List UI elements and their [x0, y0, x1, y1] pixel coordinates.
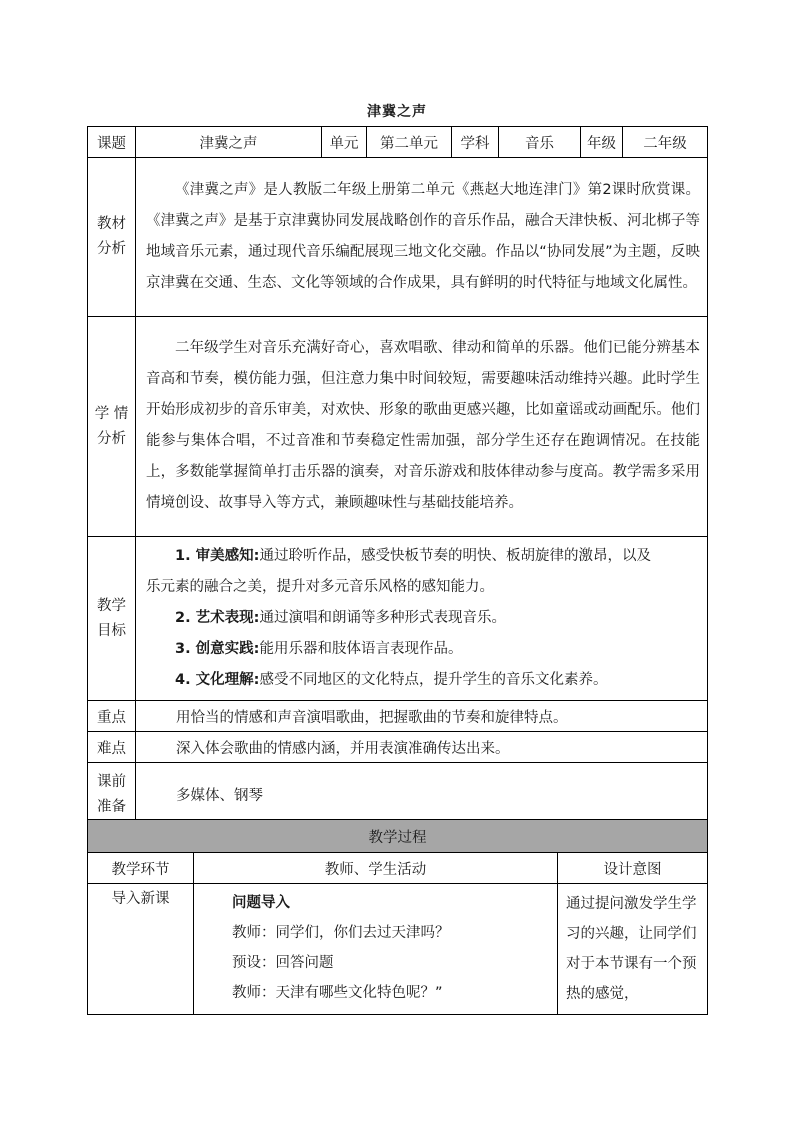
subject-label: 学科	[452, 127, 499, 158]
activity-heading: 问题导入	[232, 895, 290, 911]
subject-value: 音乐	[499, 127, 581, 158]
unit-label: 单元	[322, 127, 367, 158]
teaching-process-table	[87, 819, 708, 1015]
grade-label: 年级	[581, 127, 623, 158]
intent-cell: 通过提问激发学生学习的兴趣，让同学们对于本节课有一个预热的感觉，	[558, 884, 708, 1015]
col-intent: 设计意图	[558, 853, 708, 884]
activity-line: 教师：同学们，你们去过天津吗？	[232, 925, 450, 941]
topic-label: 课题	[88, 127, 136, 158]
goal-item: 3. 创意实践:能用乐器和肢体语言表现作品。	[175, 641, 463, 657]
prep-text: 多媒体、钢琴	[136, 763, 708, 827]
material-label: 教材 分析	[88, 158, 136, 317]
goal-item: 2. 艺术表现:通过演唱和朗诵等多种形式表现音乐。	[175, 610, 506, 626]
activity-line: 教师：天津有哪些文化特色呢？”	[232, 985, 443, 1001]
goals-label: 教学 目标	[88, 537, 136, 701]
difficulty-row	[88, 732, 708, 763]
difficulty-text: 深入体会歌曲的情感内涵，并用表演准确传达出来。	[136, 732, 708, 763]
goal-item-continued: 乐元素的融合之美，提升对多元音乐风格的感知能力。	[146, 579, 494, 595]
material-analysis: 《津冀之声》是人教版二年级上册第二单元《燕赵大地连津门》第2课时欣赏课。《津冀之声》是基于京津冀协同发展战略创作的音乐作品，融合天津快板、河北梆子等地域音乐元素，通过现代音乐编配展现三地文化交融。作品以“协同发展”为主题，反映京津冀在交通、生态、文化等领域的合作成果，具有鲜明的时代特征与地域文化属性。	[136, 158, 708, 317]
prep-label: 课前 准备	[88, 763, 136, 827]
students-row	[88, 317, 708, 537]
topic-value: 津冀之声	[136, 127, 322, 158]
activity-cell	[194, 884, 558, 1015]
process-header: 教学过程	[88, 820, 708, 853]
material-row	[88, 158, 708, 317]
key-point-row	[88, 701, 708, 732]
goal-item: 1. 审美感知:通过聆听作品，感受快板节奏的明快、板胡旋律的激昂，以及	[175, 548, 651, 564]
students-label: 学 情 分析	[88, 317, 136, 537]
unit-value: 第二单元	[367, 127, 452, 158]
col-stage: 教学环节	[88, 853, 194, 884]
table-row	[88, 884, 708, 1015]
info-row	[88, 127, 708, 158]
stage-cell: 导入新课	[88, 884, 194, 1015]
teaching-goals	[136, 537, 708, 701]
difficulty-label: 难点	[88, 732, 136, 763]
key-point-label: 重点	[88, 701, 136, 732]
student-analysis: 二年级学生对音乐充满好奇心，喜欢唱歌、律动和简单的乐器。他们已能分辨基本音高和节奏，模仿能力强，但注意力集中时间较短，需要趣味活动维持兴趣。此时学生开始形成初步的音乐审美，对欢快、形象的歌曲更感兴趣，比如童谣或动画配乐。他们能参与集体合唱，不过音准和节奏稳定性需加强，部分学生还存在跑调情况。在技能上，多数能掌握简单打击乐器的演奏，对音乐游戏和肢体律动参与度高。教学需多采用情境创设、故事导入等方式，兼顾趣味性与基础技能培养。	[136, 317, 708, 537]
prep-row	[88, 763, 708, 827]
lesson-info-table	[87, 126, 708, 827]
grade-value: 二年级	[623, 127, 708, 158]
goal-item: 4. 文化理解:感受不同地区的文化特点，提升学生的音乐文化素养。	[175, 672, 608, 688]
key-point-text: 用恰当的情感和声音演唱歌曲，把握歌曲的节奏和旋律特点。	[136, 701, 708, 732]
activity-line: 预设：回答问题	[232, 955, 334, 971]
process-columns-row	[88, 853, 708, 884]
col-activity: 教师、学生活动	[194, 853, 558, 884]
document-title: 津冀之声	[367, 104, 427, 120]
process-header-row	[88, 820, 708, 853]
goals-row	[88, 537, 708, 701]
